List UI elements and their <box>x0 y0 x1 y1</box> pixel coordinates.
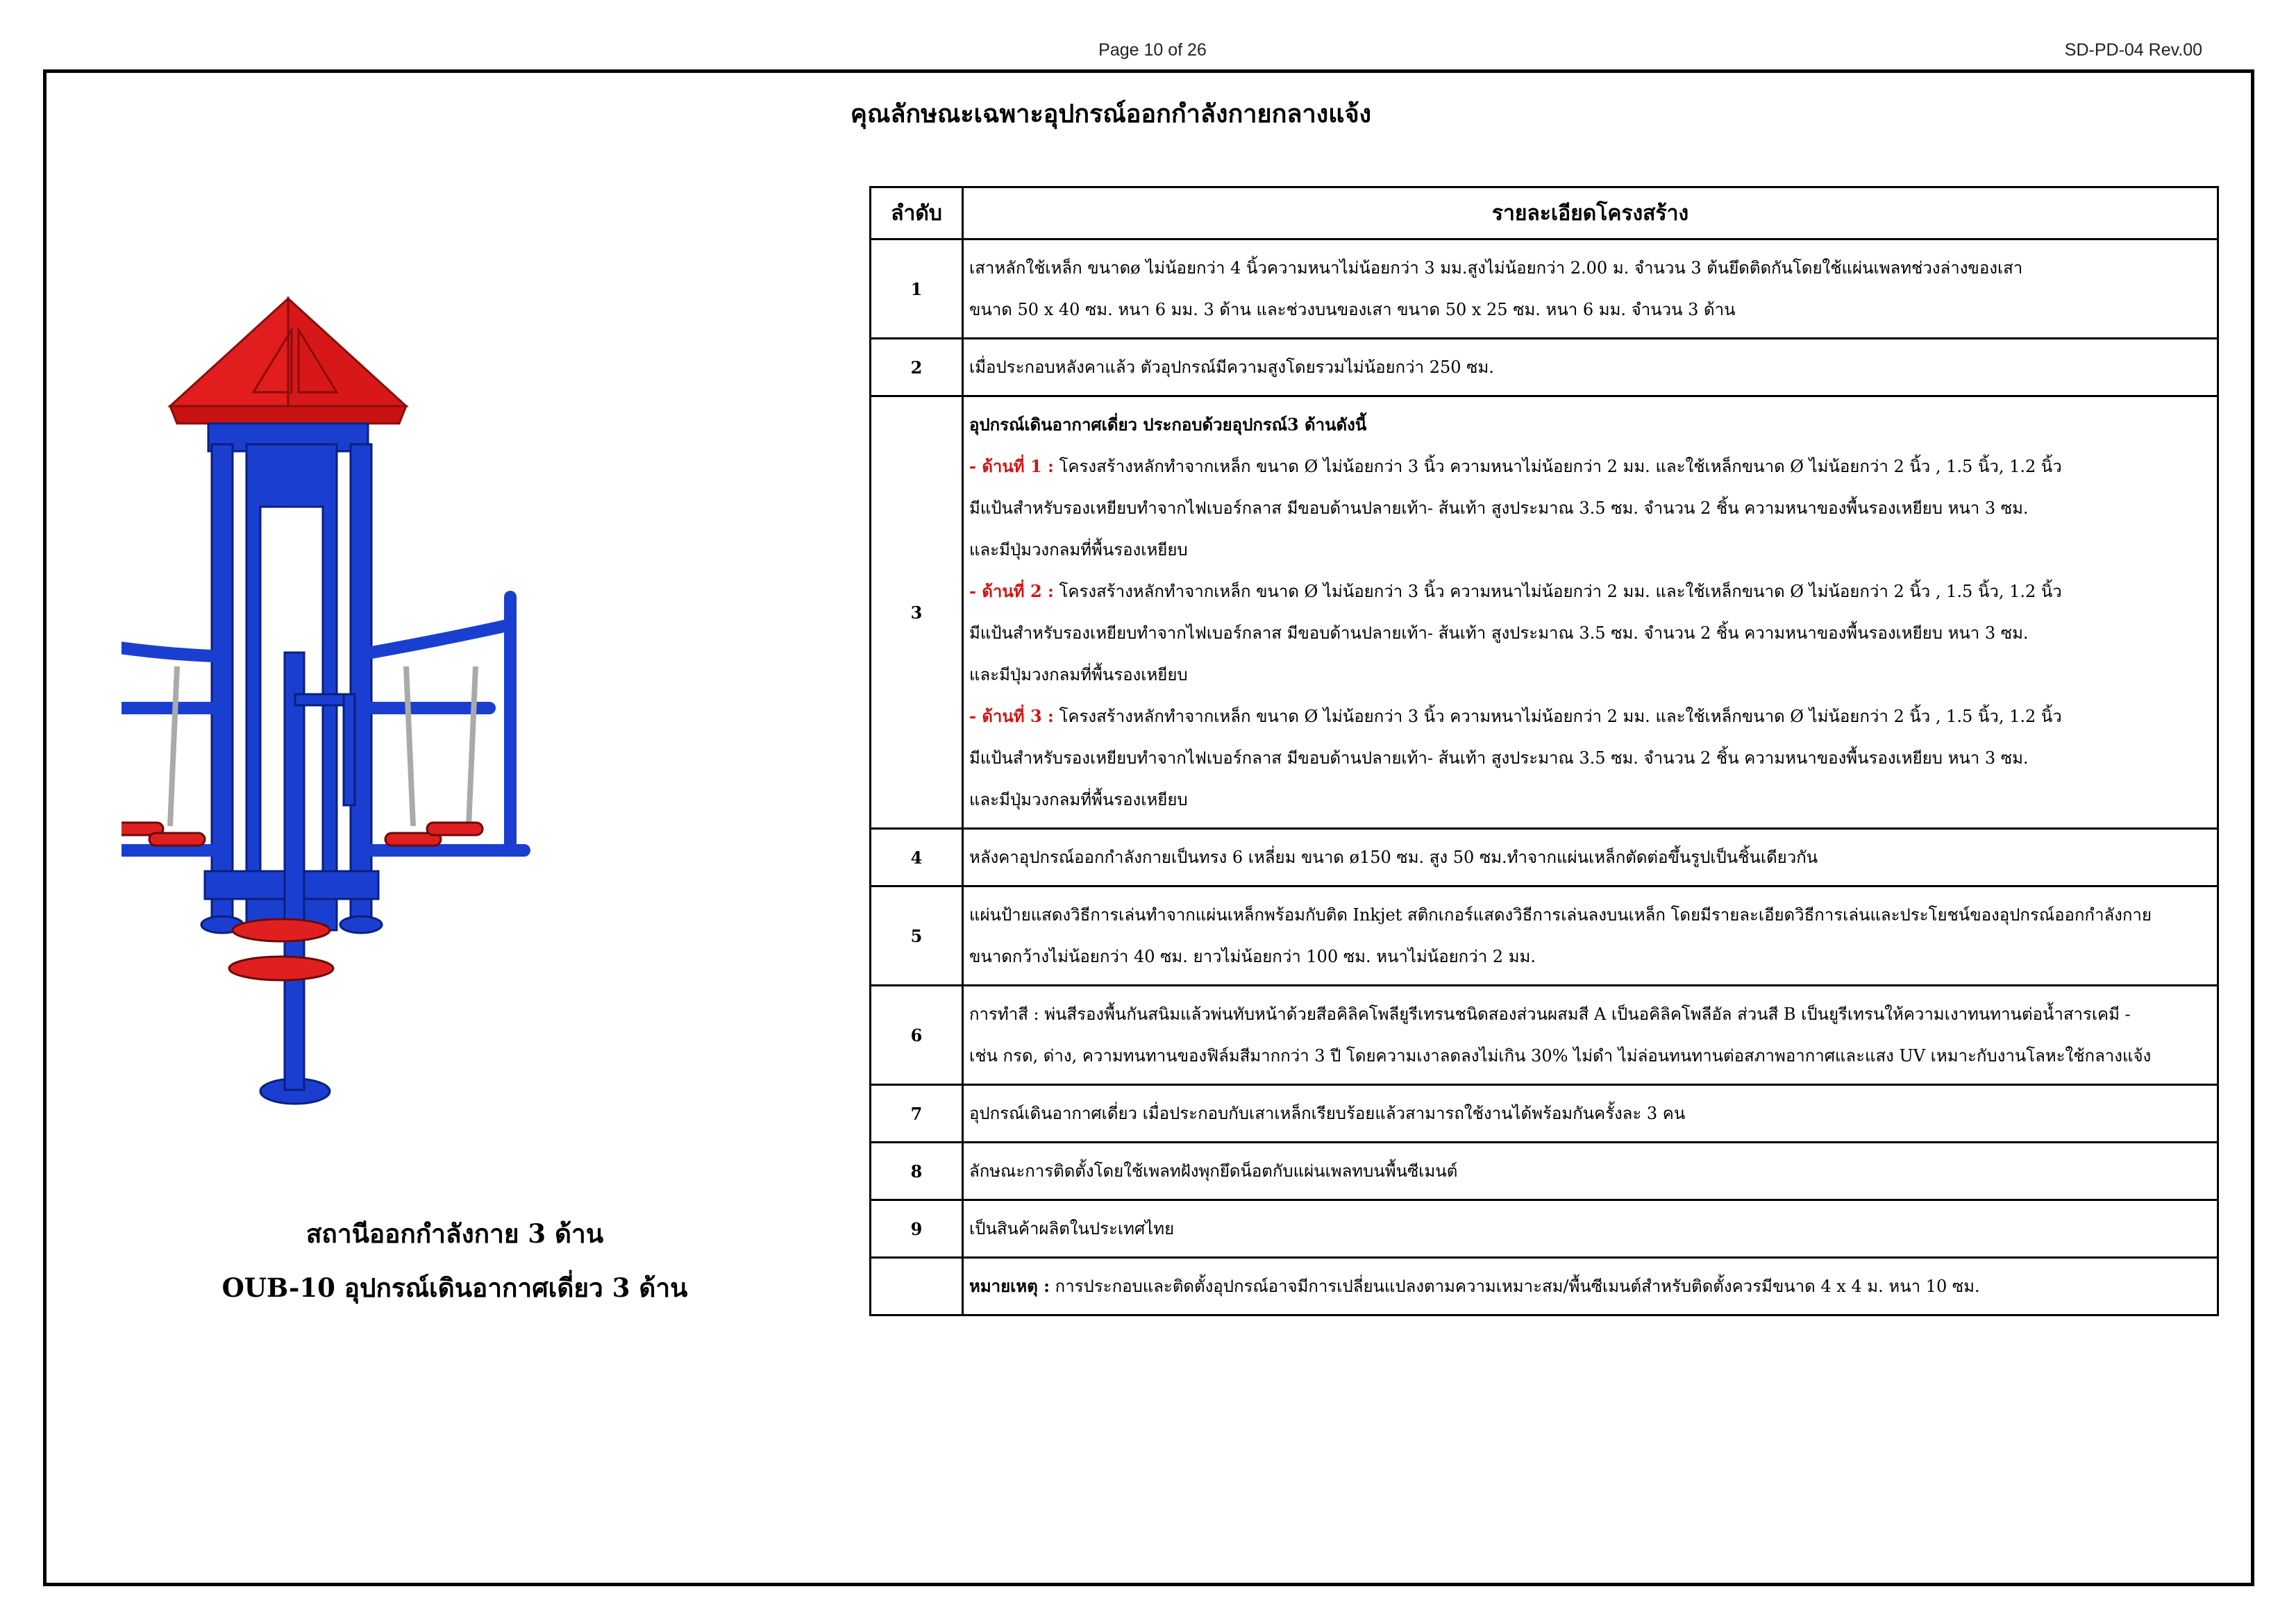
detail-line: ลักษณะการติดตั้งโดยใช้เพลทฝังพุกยึดน็อตกับแผ่นเพลทบนพื้นซีเมนต์ <box>969 1161 1458 1181</box>
row-detail <box>963 396 2218 829</box>
remark-row <box>871 1258 2218 1315</box>
document-code: SD-PD-04 Rev.00 <box>2064 40 2202 60</box>
detail-line: มีแป้นสำหรับรองเหยียบทำจากไฟเบอร์กลาส มีขอบด้านปลายเท้า- ส้นเท้า สูงประมาณ 3.5 ซม. จำนวน 2 ชิ้น ความหนาของพื้นรองเหยียบ หนา 3 ซม. <box>969 748 2029 768</box>
detail-line: และมีปุ่มวงกลมที่พื้นรองเหยียบ <box>969 540 1188 560</box>
detail-line: ขนาด 50 x 40 ซม. หนา 6 มม. 3 ด้าน และช่วงบนของเสา ขนาด 50 x 25 ซม. หนา 6 มม. จำนวน 3 ด้าน <box>969 300 1736 319</box>
side-label: - ด้านที่ 3 : <box>969 706 1054 726</box>
table-row <box>871 396 2218 829</box>
row-number: 4 <box>871 829 963 886</box>
row-number: 2 <box>871 339 963 396</box>
row-detail <box>963 829 2218 886</box>
row-detail <box>963 1200 2218 1258</box>
table-row <box>871 1085 2218 1143</box>
table-header-row <box>871 187 2218 239</box>
detail-line: แผ่นป้ายแสดงวิธีการเล่นทำจากแผ่นเหล็กพร้อมกับติด Inkjet สติกเกอร์แสดงวิธีการเล่นลงบนเหล็ก โดยมีรายละเอียดวิธีการเล่นและประโยชน์ของอุปกรณ์ออกกำลังกาย <box>969 905 2152 925</box>
detail-line: การทำสี : พ่นสีรองพื้นกันสนิมแล้วพ่นทับหน้าด้วยสีอคิลิคโพลียูรีเทรนชนิดสองส่วนผสมสี A เป็นอคิลิคโพลีอัล ส่วนสี B เป็นยูรีเทรนให้ความเงาทนทานต่อน้ำสารเคมี - <box>969 1004 2131 1024</box>
table-row <box>871 986 2218 1085</box>
row-number: 8 <box>871 1143 963 1200</box>
row-number: 6 <box>871 986 963 1085</box>
detail-line: โครงสร้างหลักทำจากเหล็ก ขนาด Ø ไม่น้อยกว่า 3 นิ้ว ความหนาไม่น้อยกว่า 2 มม. และใช้เหล็กขนาด Ø ไม่น้อยกว่า 2 นิ้ว , 1.5 นิ้ว, 1.2 นิ้ว <box>1059 707 2062 726</box>
row-detail <box>963 986 2218 1085</box>
row-detail <box>963 1085 2218 1143</box>
row-detail <box>963 1143 2218 1200</box>
detail-line: เมื่อประกอบหลังคาแล้ว ตัวอุปกรณ์มีความสูงโดยรวมไม่น้อยกว่า 250 ซม. <box>969 358 1494 377</box>
detail-line: เสาหลักใช้เหล็ก ขนาดø ไม่น้อยกว่า 4 นิ้วความหนาไม่น้อยกว่า 3 มม.สูงไม่น้อยกว่า 2.00 ม. จำนวน 3 ต้นยึดติดกันโดยใช้แผ่นเพลทช่วงล่างของเสา <box>969 258 2023 278</box>
header-detail: รายละเอียดโครงสร้าง <box>963 187 2218 239</box>
row-number: 1 <box>871 239 963 339</box>
table-row <box>871 829 2218 886</box>
table-row <box>871 1200 2218 1258</box>
detail-line: มีแป้นสำหรับรองเหยียบทำจากไฟเบอร์กลาส มีขอบด้านปลายเท้า- ส้นเท้า สูงประมาณ 3.5 ซม. จำนวน 2 ชิ้น ความหนาของพื้นรองเหยียบ หนา 3 ซม. <box>969 623 2029 643</box>
table-row <box>871 1143 2218 1200</box>
remark-detail <box>963 1258 2218 1315</box>
detail-intro: อุปกรณ์เดินอากาศเดี่ยว ประกอบด้วยอุปกรณ์3 ด้านดังนี้ <box>969 414 1367 435</box>
remark-text: การประกอบและติดตั้งอุปกรณ์อาจมีการเปลี่ยนแปลงตามความเหมาะสม/พื้นซีเมนต์สำหรับติดตั้งควรมีขนาด 4 x 4 ม. หนา 10 ซม. <box>1055 1277 1980 1296</box>
table-row <box>871 886 2218 986</box>
page-title: คุณลักษณะเฉพาะอุปกรณ์ออกกำลังกายกลางแจ้ง <box>850 99 1372 128</box>
row-number: 9 <box>871 1200 963 1258</box>
detail-line: หลังคาอุปกรณ์ออกกำลังกายเป็นทรง 6 เหลี่ยม ขนาด ø150 ซม. สูง 50 ซม.ทำจากแผ่นเหล็กตัดต่อขึ้นรูปเป็นชิ้นเดียวกัน <box>969 848 1818 867</box>
detail-line: และมีปุ่มวงกลมที่พื้นรองเหยียบ <box>969 790 1188 809</box>
specification-table <box>869 186 2219 1316</box>
row-detail <box>963 339 2218 396</box>
header-no: ลำดับ <box>871 187 963 239</box>
detail-line: เป็นสินค้าผลิตในประเทศไทย <box>969 1219 1175 1238</box>
detail-line: มีแป้นสำหรับรองเหยียบทำจากไฟเบอร์กลาส มีขอบด้านปลายเท้า- ส้นเท้า สูงประมาณ 3.5 ซม. จำนวน 2 ชิ้น ความหนาของพื้นรองเหยียบ หนา 3 ซม. <box>969 498 2029 518</box>
detail-line: อุปกรณ์เดินอากาศเดี่ยว เมื่อประกอบกับเสาเหล็กเรียบร้อยแล้วสามารถใช้งานได้พร้อมกันครั้งละ 3 คน <box>969 1104 1686 1123</box>
page-number: Page 10 of 26 <box>1098 40 1207 60</box>
table-row <box>871 339 2218 396</box>
detail-line: เช่น กรด, ด่าง, ความทนทานของฟิล์มสีมากกว่า 3 ปี โดยความเงาลดลงไม่เกิน 30% ไม่ดำ ไม่ล่อนทนทานต่อสภาพอากาศและแสง UV เหมาะกับงานโลหะใช้กลางแจ้ง <box>969 1046 2152 1066</box>
side-label: - ด้านที่ 2 : <box>969 581 1054 601</box>
equipment-illustration <box>121 278 802 1111</box>
roof-graphic <box>170 298 406 423</box>
product-caption-line2: OUB-10 อุปกรณ์เดินอากาศเดี่ยว 3 ด้าน <box>221 1272 688 1303</box>
row-detail <box>963 886 2218 986</box>
row-number: 3 <box>871 396 963 829</box>
row-detail <box>963 239 2218 339</box>
remark-number-cell <box>871 1258 963 1315</box>
detail-line: โครงสร้างหลักทำจากเหล็ก ขนาด Ø ไม่น้อยกว่า 3 นิ้ว ความหนาไม่น้อยกว่า 2 มม. และใช้เหล็กขนาด Ø ไม่น้อยกว่า 2 นิ้ว , 1.5 นิ้ว, 1.2 นิ้ว <box>1059 582 2062 601</box>
detail-line: ขนาดกว้างไม่น้อยกว่า 40 ซม. ยาวไม่น้อยกว่า 100 ซม. หนาไม่น้อยกว่า 2 มม. <box>969 947 1536 966</box>
table-row <box>871 239 2218 339</box>
row-number: 5 <box>871 886 963 986</box>
detail-line: และมีปุ่มวงกลมที่พื้นรองเหยียบ <box>969 665 1188 684</box>
product-caption-line1: สถานีออกกำลังกาย 3 ด้าน <box>305 1218 604 1249</box>
row-number: 7 <box>871 1085 963 1143</box>
remark-label: หมายเหตุ : <box>969 1276 1050 1296</box>
detail-line: โครงสร้างหลักทำจากเหล็ก ขนาด Ø ไม่น้อยกว่า 3 นิ้ว ความหนาไม่น้อยกว่า 2 มม. และใช้เหล็กขนาด Ø ไม่น้อยกว่า 2 นิ้ว , 1.5 นิ้ว, 1.2 นิ้ว <box>1059 457 2062 476</box>
side-label: - ด้านที่ 1 : <box>969 456 1054 476</box>
